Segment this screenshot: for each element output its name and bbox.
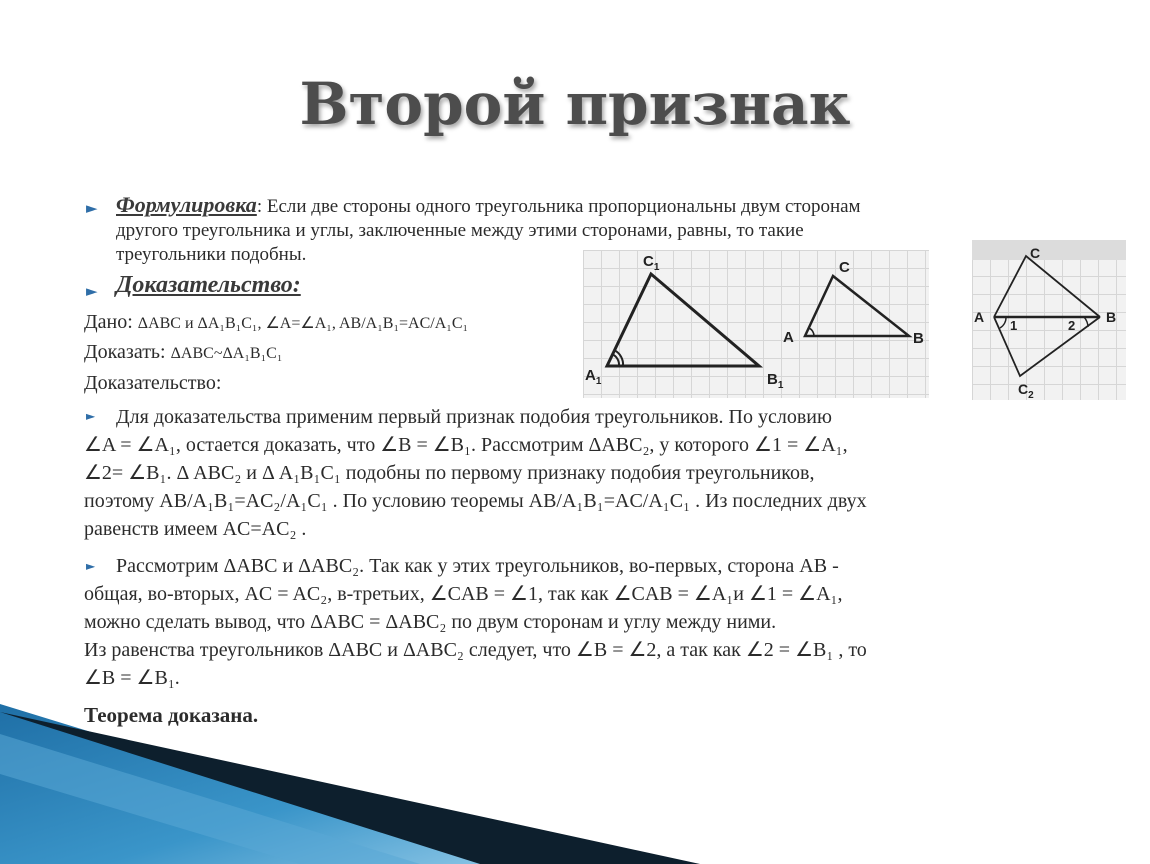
label-b1: $B_1$ [767,371,784,391]
label-a: A [783,329,794,346]
p2-line: ∠B = ∠B₁. [84,667,180,689]
given-label: Дано: [84,311,133,333]
formulation-line3: треугольники подобны. [116,244,307,265]
bullet-icon: ► [86,559,96,573]
p2-line: Рассмотрим ΔABC и ΔABC₂. Так как у этих треугольников, во-первых, сторона AB - [116,555,839,577]
label-c2: $C_2$ [1018,381,1034,400]
label-angle-1: 1 [1010,318,1018,333]
label-angle-2: 2 [1068,318,1076,333]
label-c1: $C_1$ [643,253,660,273]
bullet-icon: ► [86,199,98,217]
triangle-abc [994,256,1100,317]
p1-line: ∠2= ∠B₁. Δ ABC₂ и Δ A₁B₁C₁ подобны по первому признаку подобия треугольников, [84,462,815,484]
abc2-diagram [972,240,1126,400]
given-text: ΔABC и ΔA₁B₁C₁, ∠A=∠A₁, AB/A₁B₁=AC/A₁C₁ [137,315,469,332]
p1-line: ∠A = ∠A₁, остается доказать, что ∠B = ∠B₁. Рассмотрим ΔABC₂, у которого ∠1 = ∠A₁, [84,434,848,456]
proof-label: Доказательство: [84,372,222,394]
figure-header-strip [972,240,1126,260]
decorative-swoosh [0,704,700,864]
proof-paragraph-2 [84,552,1124,692]
triangle-a1b1c1 [607,274,759,366]
p2-line: общая, во-вторых, AC = AC₂, в-третьих, ∠CAB = ∠1, так как ∠CAB = ∠A₁и ∠1 = ∠A₁, [84,583,843,605]
prove-label: Доказать: [84,341,166,363]
prove-line [84,341,282,364]
formulation-colon: : [256,196,263,217]
p2-line: можно сделать вывод, что ΔABC = ΔABC₂ по двум сторонам и углу между ними. [84,611,777,633]
label-b: B [913,330,924,347]
slide-title: Второй признак [299,70,851,138]
figure-abc2-construction [972,240,1126,400]
formulation-heading: Формулировка [116,192,257,217]
prove-text: ΔABC~ΔA₁B₁C₁ [170,345,283,362]
p2-line: Из равенства треугольников ΔABC и ΔABC₂ следует, что ∠B = ∠2, а так как ∠2 = ∠B₁ , то [84,639,867,661]
label-a1: $A_1$ [585,367,602,387]
p1-line: поэтому AB/A₁B₁=AC₂/A₁C₁ . По условию теоремы AB/A₁B₁=AC/A₁C₁ . Из последних двух [84,490,867,512]
given-line [84,311,468,334]
formulation-line1: Если две стороны одного треугольника пропорциональны двум сторонам [266,196,861,217]
similar-triangles-diagram [583,250,929,398]
proof-paragraph-1 [84,403,1124,543]
angle-2-arc [1084,317,1088,327]
conclusion: Теорема доказана. [84,703,259,727]
label-a: A [974,309,985,325]
p1-line: Для доказательства применим первый признак подобия треугольников. По условию [116,406,832,428]
angle-1-arc [1000,317,1006,328]
label-c: C [839,259,850,276]
bullet-icon: ► [86,409,96,423]
figure-similar-triangles [583,250,929,398]
p1-line: равенств имеем AC=AC₂ . [84,518,307,540]
formulation-line2: другого треугольника и углы, заключенные между этими сторонами, равны, то такие [116,220,804,241]
bullet-icon: ► [86,282,98,300]
proof-heading: Доказательство: [116,272,301,298]
label-c: C [1030,245,1041,261]
triangle-abc [805,276,909,336]
label-b: B [1106,309,1117,325]
